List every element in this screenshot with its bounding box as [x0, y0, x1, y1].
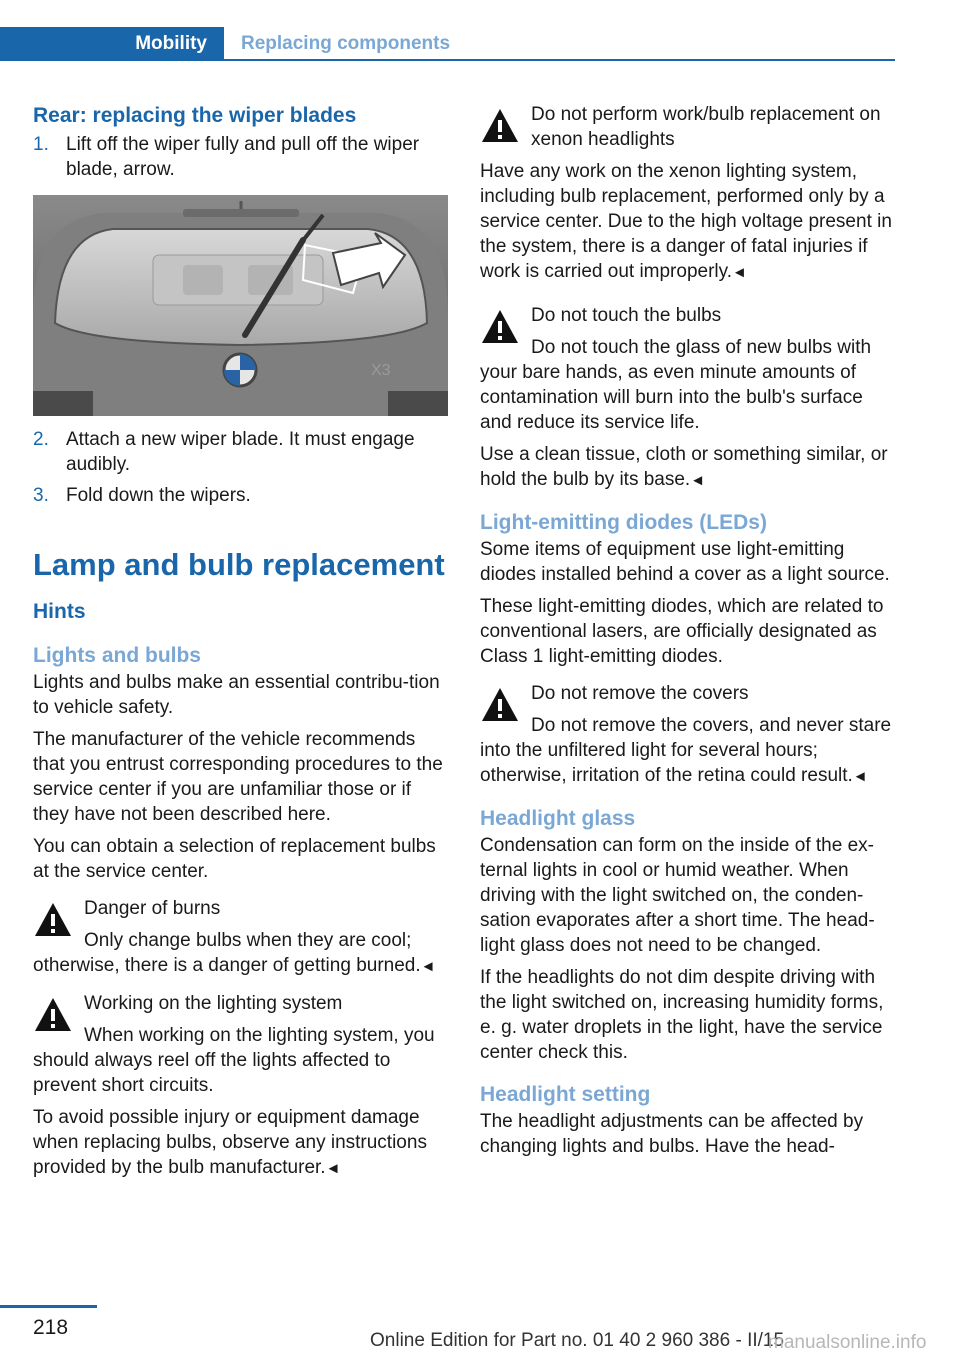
paragraph: Some items of equipment use light-emitting diodes installed behind a cover as a light source. — [480, 539, 890, 585]
paragraph: Use a clean tissue, cloth or something similar, or hold the bulb by its base. — [480, 444, 888, 490]
paragraph: Lights and bulbs make an essential contribu‐tion to vehicle safety. — [33, 672, 440, 718]
chapter-tab: Mobility — [0, 27, 224, 61]
heading-leds: Light-emitting diodes (LEDs) — [480, 511, 767, 534]
left-column — [33, 102, 448, 1188]
watermark: manualsonline.info — [768, 1332, 927, 1353]
step-number: 1. — [33, 134, 49, 155]
heading-lights-bulbs: Lights and bulbs — [33, 644, 201, 667]
end-mark: ◄ — [690, 472, 706, 489]
page-header — [0, 27, 895, 61]
end-mark: ◄ — [420, 958, 436, 975]
warning-triangle-icon — [480, 106, 520, 146]
end-mark: ◄ — [732, 264, 747, 281]
step-number: 2. — [33, 429, 49, 450]
edition-text: Online Edition for Part no. 01 40 2 960 386 - II/15 — [370, 1330, 785, 1351]
warning-block — [33, 896, 448, 979]
warning-block — [480, 681, 893, 789]
rear-wiper-illustration — [33, 195, 448, 416]
warning-block — [480, 303, 893, 435]
section-title: Replacing components — [241, 33, 451, 54]
warning-title: Do not remove the covers — [531, 683, 749, 704]
warning-body: Do not touch the glass of new bulbs with your bare hands, as even minute amounts of contamination will burn into the bulb's surface and reduce its service life. — [480, 337, 872, 433]
right-column — [480, 102, 893, 1166]
step-number: 3. — [33, 485, 49, 506]
warning-triangle-icon — [33, 995, 73, 1035]
paragraph: To avoid possible injury or equipment damage when replacing bulbs, observe any instructions provided by the bulb manufacturer. — [33, 1107, 427, 1178]
model-badge: X3 — [371, 362, 391, 379]
step-item — [33, 427, 448, 477]
warning-title: Danger of burns — [84, 898, 221, 919]
step-item — [33, 483, 448, 508]
warning-title: Do not perform work/bulb replacement on xenon headlights — [531, 104, 881, 150]
paragraph: The headlight adjustments can be affected by changing lights and bulbs. Have the head‐ — [480, 1111, 864, 1157]
warning-triangle-icon — [480, 307, 520, 347]
warning-triangle-icon — [480, 685, 520, 725]
end-mark: ◄ — [852, 768, 868, 785]
paragraph: The manufacturer of the vehicle recommends that you entrust corresponding procedures to the service center if you are unfamiliar those or if they have not been described here. — [33, 729, 443, 825]
paragraph: If the headlights do not dim despite driving with the light switched on, increasing humidity forms, e. g. water droplets in the light, have the service center check this. — [480, 967, 884, 1063]
paragraph: These light-emitting diodes, which are related to conventional lasers, are officially designated as Class 1 light-emitting diodes. — [480, 596, 884, 667]
step-item — [33, 132, 448, 182]
heading-headlight-glass: Headlight glass — [480, 807, 636, 830]
warning-block — [33, 991, 448, 1098]
warning-title: Working on the lighting system — [84, 993, 343, 1014]
warning-body: Have any work on the xenon lighting system, including bulb replacement, performed only by a service center. Due to the high voltage present in the system, there is a danger of fatal injuries if work is carried out improperly. — [480, 161, 892, 282]
heading-rear-wiper: Rear: replacing the wiper blades — [33, 104, 357, 127]
warning-body: Only change bulbs when they are cool; otherwise, there is a danger of getting burned. — [33, 930, 421, 976]
warning-body: Do not remove the covers, and never stare into the unfiltered light for several hours; otherwise, irritation of the retina could result. — [480, 715, 892, 786]
warning-title: Do not touch the bulbs — [531, 305, 722, 326]
warning-triangle-icon — [33, 900, 73, 940]
end-mark: ◄ — [325, 1160, 341, 1177]
step-text: Fold down the wipers. — [66, 485, 251, 506]
paragraph: You can obtain a selection of replacement bulbs at the service center. — [33, 836, 436, 882]
paragraph: Condensation can form on the inside of the ex‐ternal lights in cool or humid weather. When driving with the light switched on, the conden‐sation evaporates after a short time. The head‐light glass does not need to be changed. — [480, 835, 875, 956]
heading-lamp-bulb: Lamp and bulb replacement — [33, 547, 445, 582]
footer-rule — [0, 1305, 97, 1308]
header-rule — [224, 59, 895, 61]
step-text: Attach a new wiper blade. It must engage audibly. — [66, 429, 415, 475]
steps-list-a — [33, 132, 448, 182]
warning-body: When working on the lighting system, you should always reel off the lights affected to prevent short circuits. — [33, 1025, 435, 1096]
steps-list-b — [33, 427, 448, 508]
warning-block — [480, 102, 893, 285]
heading-hints: Hints — [33, 600, 86, 623]
heading-headlight-setting: Headlight setting — [480, 1083, 651, 1106]
page-number: 218 — [33, 1316, 69, 1339]
step-text: Lift off the wiper fully and pull off the wiper blade, arrow. — [66, 134, 420, 180]
